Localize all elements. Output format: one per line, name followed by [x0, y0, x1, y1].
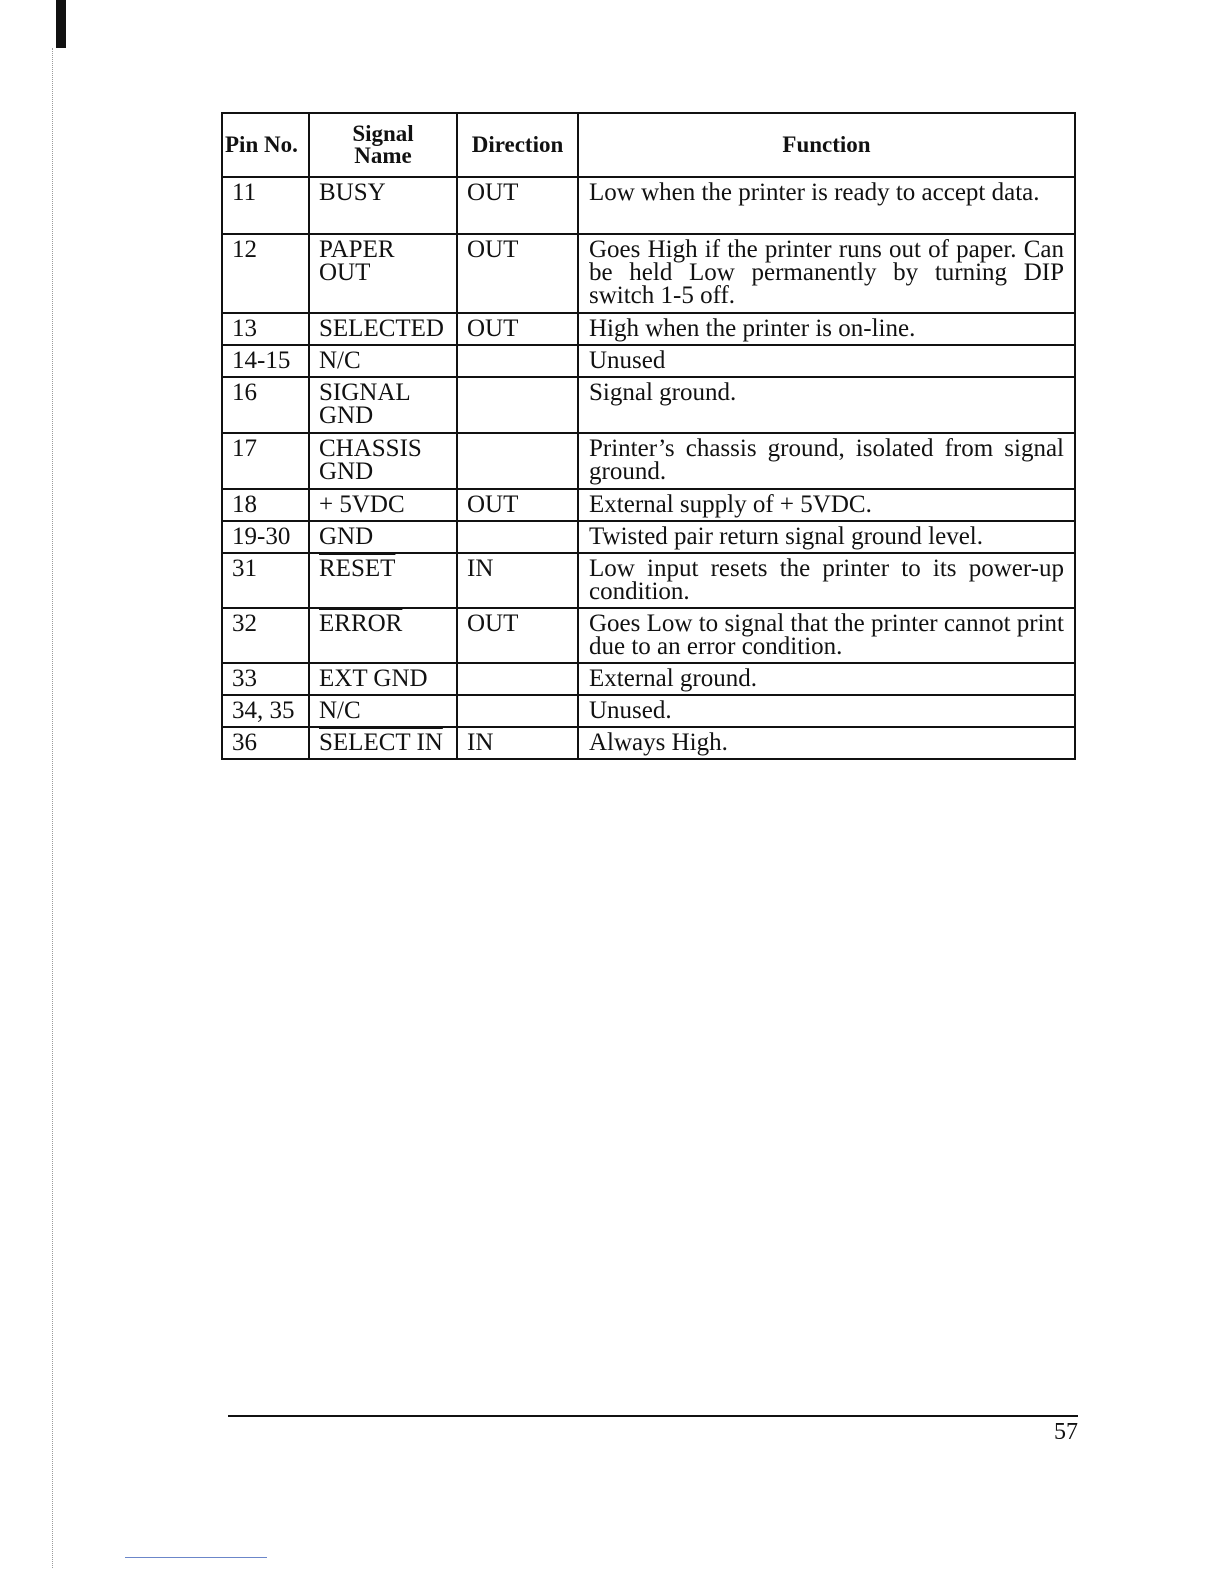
function-cell: High when the printer is on-line. — [578, 313, 1075, 345]
page-number: 57 — [1054, 1419, 1078, 1445]
pin-cell: 12 — [222, 234, 309, 313]
function-cell: External ground. — [578, 663, 1075, 695]
function-cell: Unused — [578, 345, 1075, 377]
bottom-link-underline — [125, 1557, 267, 1558]
function-cell: Unused. — [578, 695, 1075, 727]
table-header-row — [222, 113, 1075, 177]
table-row — [222, 608, 1075, 663]
function-cell: Signal ground. — [578, 377, 1075, 433]
direction-cell — [457, 433, 578, 489]
function-cell: Printer’s chassis ground, isolated from signal ground. — [578, 433, 1075, 489]
function-cell: Low input resets the printer to its power-up condition. — [578, 553, 1075, 608]
direction-cell — [457, 663, 578, 695]
signal-cell: CHASSIS GND — [309, 433, 457, 489]
pin-cell: 18 — [222, 489, 309, 521]
signal-cell: N/C — [309, 345, 457, 377]
pin-cell: 16 — [222, 377, 309, 433]
function-cell: External supply of + 5VDC. — [578, 489, 1075, 521]
table-row — [222, 521, 1075, 553]
pin-cell: 13 — [222, 313, 309, 345]
pin-cell: 17 — [222, 433, 309, 489]
function-cell: Always High. — [578, 727, 1075, 759]
signal-cell: SELECTED — [309, 313, 457, 345]
pin-cell: 31 — [222, 553, 309, 608]
signal-cell: PAPER OUT — [309, 234, 457, 313]
direction-cell: IN — [457, 553, 578, 608]
binding-edge — [52, 48, 54, 1568]
function-cell: Low when the printer is ready to accept data. — [578, 177, 1075, 234]
function-cell: Twisted pair return signal ground level. — [578, 521, 1075, 553]
direction-cell: OUT — [457, 234, 578, 313]
table-row — [222, 177, 1075, 234]
table-row — [222, 433, 1075, 489]
signal-cell: ERROR — [309, 608, 457, 663]
pin-cell: 11 — [222, 177, 309, 234]
table-row — [222, 663, 1075, 695]
signal-cell: + 5VDC — [309, 489, 457, 521]
signal-cell: SIGNAL GND — [309, 377, 457, 433]
header-signal-name: Signal Name — [309, 113, 457, 177]
table-row — [222, 234, 1075, 313]
direction-cell: OUT — [457, 489, 578, 521]
footer-rule — [228, 1415, 1078, 1417]
pin-cell: 14-15 — [222, 345, 309, 377]
table-row — [222, 345, 1075, 377]
direction-cell — [457, 377, 578, 433]
header-function: Function — [578, 113, 1075, 177]
direction-cell: IN — [457, 727, 578, 759]
direction-cell — [457, 695, 578, 727]
direction-cell: OUT — [457, 608, 578, 663]
table-row — [222, 727, 1075, 759]
pin-cell: 34, 35 — [222, 695, 309, 727]
direction-cell — [457, 345, 578, 377]
function-cell: Goes Low to signal that the printer cannot print due to an error condition. — [578, 608, 1075, 663]
table-row — [222, 489, 1075, 521]
signal-cell: RESET — [309, 553, 457, 608]
direction-cell: OUT — [457, 313, 578, 345]
direction-cell — [457, 521, 578, 553]
binding-mark — [56, 0, 66, 48]
function-cell: Goes High if the printer runs out of paper. Can be held Low permanently by turning DIP switch 1-5 off. — [578, 234, 1075, 313]
header-pin: Pin No. — [222, 113, 309, 177]
pin-cell: 32 — [222, 608, 309, 663]
signal-cell: N/C — [309, 695, 457, 727]
pin-cell: 36 — [222, 727, 309, 759]
signal-cell: GND — [309, 521, 457, 553]
signal-cell: EXT GND — [309, 663, 457, 695]
pin-signal-table — [221, 112, 1076, 760]
signal-cell: BUSY — [309, 177, 457, 234]
table-row — [222, 553, 1075, 608]
table-row — [222, 313, 1075, 345]
table-row — [222, 377, 1075, 433]
pin-cell: 19-30 — [222, 521, 309, 553]
table-row — [222, 695, 1075, 727]
header-direction: Direction — [457, 113, 578, 177]
direction-cell: OUT — [457, 177, 578, 234]
signal-cell: SELECT IN — [309, 727, 457, 759]
pin-cell: 33 — [222, 663, 309, 695]
